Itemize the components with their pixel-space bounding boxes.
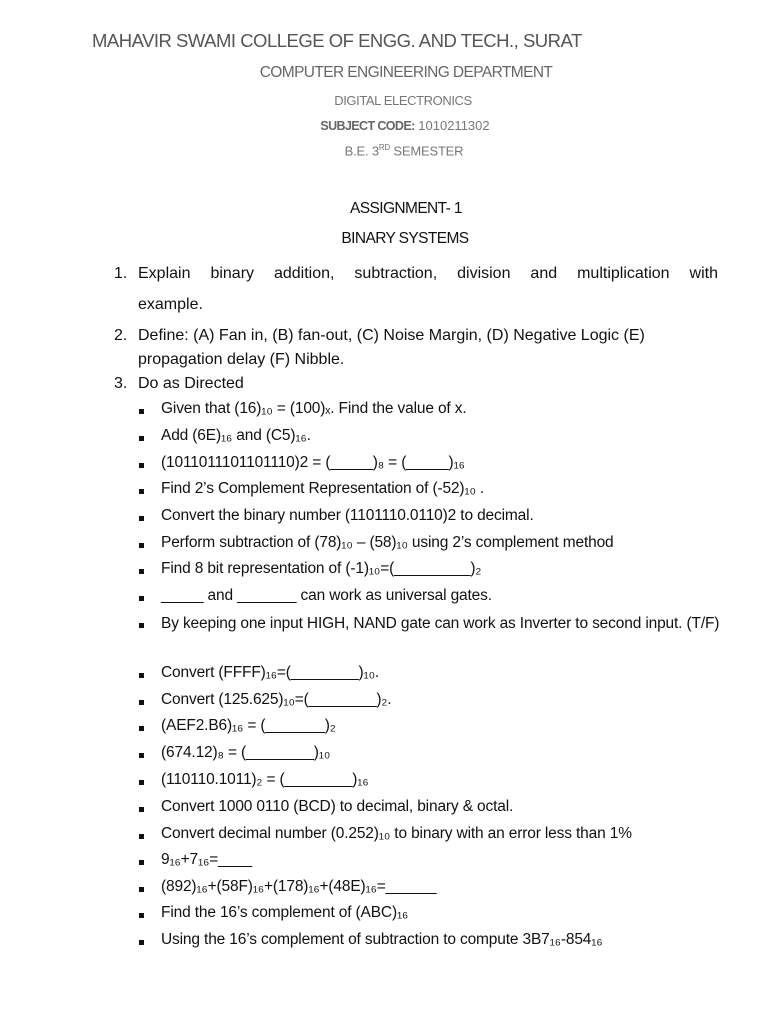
bullet-square-icon — [139, 569, 144, 574]
bullet-square-icon — [139, 807, 144, 812]
list-item-text: Find 2’s Complement Representation of (-52)₁₀ . — [161, 480, 485, 497]
assignment-topic: BINARY SYSTEMS — [341, 230, 469, 247]
list-item — [0, 825, 768, 849]
bullet-square-icon — [139, 780, 144, 785]
bullet-square-icon — [139, 860, 144, 865]
bullet-square-icon — [139, 543, 144, 548]
semester-prefix: B.E. 3 — [344, 143, 379, 159]
list-item — [0, 851, 768, 875]
bullet-square-icon — [139, 887, 144, 892]
list-item — [0, 534, 768, 558]
list-item — [0, 717, 768, 741]
list-item-text: Convert (FFFF)₁₆=(________)₁₀. — [161, 664, 380, 681]
list-item-text: By keeping one input HIGH, NAND gate can work as Inverter to second input. (T/F) — [161, 615, 720, 632]
bullet-square-icon — [139, 489, 144, 494]
list-item — [0, 614, 768, 662]
question-1-number: 1. — [114, 265, 128, 282]
list-item-text: (892)₁₆+(58F)₁₆+(178)₁₆+(48E)₁₆=______ — [161, 878, 437, 895]
list-item-text: _____ and _______ can work as universal gates. — [161, 587, 492, 604]
list-item — [0, 400, 768, 424]
semester-suffix: SEMESTER — [390, 143, 464, 159]
list-item — [0, 798, 768, 822]
subject-code-label: SUBJECT CODE: — [320, 119, 415, 133]
list-item — [0, 691, 768, 715]
question-2-line-2: propagation delay (F) Nibble. — [138, 351, 345, 368]
subject-code-value: 1010211302 — [418, 118, 490, 133]
subject-name: DIGITAL ELECTRONICS — [334, 93, 472, 108]
question-3-number: 3. — [114, 375, 128, 392]
bullet-square-icon — [139, 940, 144, 945]
list-item-text: (AEF2.B6)₁₆ = (_______)₂ — [161, 717, 336, 734]
list-item — [0, 664, 768, 688]
list-item — [0, 454, 768, 478]
college-name: MAHAVIR SWAMI COLLEGE OF ENGG. AND TECH., SURAT — [92, 30, 582, 51]
list-item — [0, 771, 768, 795]
question-2-number: 2. — [114, 327, 128, 344]
bullet-square-icon — [139, 436, 144, 441]
list-item — [0, 878, 768, 902]
subject-code-line — [0, 118, 768, 133]
list-item — [0, 587, 768, 611]
semester-line — [0, 143, 768, 158]
list-item-text: Convert 1000 0110 (BCD) to decimal, binary & octal. — [161, 798, 514, 815]
bullet-square-icon — [139, 726, 144, 731]
list-item-text: Find 8 bit representation of (-1)₁₀=(_________)₂ — [161, 560, 482, 577]
list-item-text: Convert (125.625)₁₀=(________)₂. — [161, 691, 392, 708]
list-item-text: Convert decimal number (0.252)₁₀ to binary with an error less than 1% — [161, 825, 632, 842]
list-item-text: (674.12)₈ = (________)₁₀ — [161, 744, 331, 761]
bullet-square-icon — [139, 673, 144, 678]
department-name: COMPUTER ENGINEERING DEPARTMENT — [259, 64, 553, 81]
list-item — [0, 904, 768, 928]
list-item-text: Convert the binary number (1101110.0110)2 to decimal. — [161, 507, 534, 524]
list-item-text: Find the 16’s complement of (ABC)₁₆ — [161, 904, 409, 921]
list-item-text: Add (6E)₁₆ and (C5)₁₆. — [161, 427, 311, 444]
list-item — [0, 560, 768, 584]
list-item — [0, 480, 768, 504]
list-item — [0, 744, 768, 768]
bullet-square-icon — [139, 516, 144, 521]
bullet-square-icon — [139, 409, 144, 414]
question-3-text: Do as Directed — [138, 375, 244, 392]
bullet-square-icon — [139, 700, 144, 705]
bullet-square-icon — [139, 913, 144, 918]
list-item-text: Using the 16’s complement of subtraction to compute 3B7₁₆-854₁₆ — [161, 931, 603, 948]
bullet-square-icon — [139, 623, 144, 628]
assignment-title: ASSIGNMENT- 1 — [350, 200, 462, 217]
question-2-line-1: Define: (A) Fan in, (B) fan-out, (C) Noise Margin, (D) Negative Logic (E) — [138, 327, 645, 344]
question-1-line-2: example. — [138, 296, 203, 313]
bullet-square-icon — [139, 753, 144, 758]
bullet-square-icon — [139, 463, 144, 468]
list-item-text: Perform subtraction of (78)₁₀ – (58)₁₀ using 2’s complement method — [161, 534, 614, 551]
list-item — [0, 507, 768, 531]
bullet-square-icon — [139, 834, 144, 839]
bullet-square-icon — [139, 596, 144, 601]
list-item-text: Given that (16)₁₀ = (100)ₓ. Find the value of x. — [161, 400, 467, 417]
list-item-text: (110110.1011)₂ = (________)₁₆ — [161, 771, 369, 788]
list-item — [0, 931, 768, 955]
list-item — [0, 427, 768, 451]
list-item-text: (1011011101101110)2 = (_____)₈ = (_____)₁₆ — [161, 454, 465, 471]
semester-superscript: RD — [378, 143, 391, 152]
list-item-text: 9₁₆+7₁₆=____ — [161, 851, 252, 868]
question-1-line-1: Explain binary addition, subtraction, division and multiplication with — [138, 265, 718, 282]
